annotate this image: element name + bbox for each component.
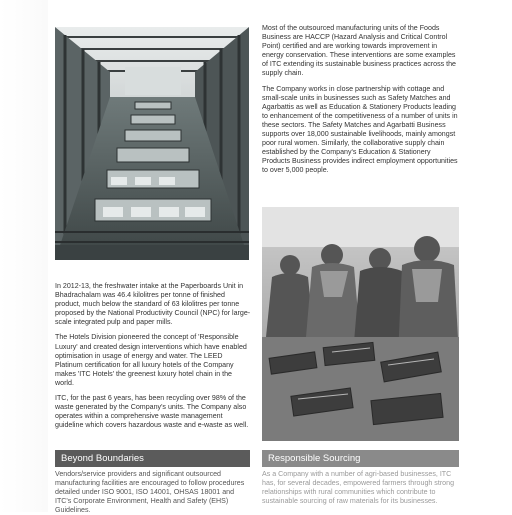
right-top-text: [262, 24, 460, 182]
left-middle-text: [55, 282, 251, 436]
beyond-boundaries-text: Vendors/service providers and significant outsourced manufacturing facilities are encouraged to follow procedures detailed under ISO 9001, ISO 14001, OHSAS 18001 and ITC's Corporate Environment, Health and Safety (EHS) Guidelines.: [55, 470, 245, 515]
paragraph: Most of the outsourced manufacturing units of the Foods Business are HACCP (Hazard Analysis and Critical Control Point) certified and are working towards improvement in energy conservation. These interventions are some examples of ITC extending its sustainable business practices across the supply chain.: [262, 24, 456, 78]
paragraph: In 2012-13, the freshwater intake at the Paperboards Unit in Bhadrachalam was 46.4 kilolitres per tonne of finished product, much below the standard of 63 kilolitres per tonne proposed by the National Productivity Council (NPC) for large-scale integrated pulp and paper mills.: [55, 282, 251, 327]
page-margin: [0, 0, 48, 512]
responsible-sourcing-heading: Responsible Sourcing: [262, 450, 459, 467]
paragraph: The Company works in close partnership with cottage and small-scale units in businesses such as Safety Matches and Agarbattis as well as Education & Stationery Products leading to enhancement of the competitiveness of a number of units in these sectors. The Safety Matches and Agarbatti Business supports over 18,000 sustainable livelihoods, mainly amongst poor rural women. Similarly, the collaborative supply chain established by the Company's Education & Stationery Products Business provides indirect employment opportunities to over 5,000 people.: [262, 84, 458, 175]
women-workers-photo: [262, 207, 459, 441]
beyond-boundaries-heading: Beyond Boundaries: [55, 450, 250, 467]
paragraph: ITC, for the past 6 years, has been recycling over 98% of the waste generated by the Company's units. The Company also operates within a comprehensive waste management guideline which covers hazardous waste and e-waste as well.: [55, 394, 249, 430]
paper-mill-photo: [55, 27, 249, 260]
responsible-sourcing-text: As a Company with a number of agri-based businesses, ITC has, for several decades, empowered farmers through strong relationships with rural communities which contribute to sustainable sourcing of raw materials for its businesses.: [262, 470, 455, 506]
paragraph: The Hotels Division pioneered the concept of 'Responsible Luxury' and created design interventions which have enabled optimisation in usage of energy and water. The LEED Platinum certification for all luxury hotels of the Company makes 'ITC Hotels' the greenest luxury hotel chain in the world.: [55, 333, 247, 387]
